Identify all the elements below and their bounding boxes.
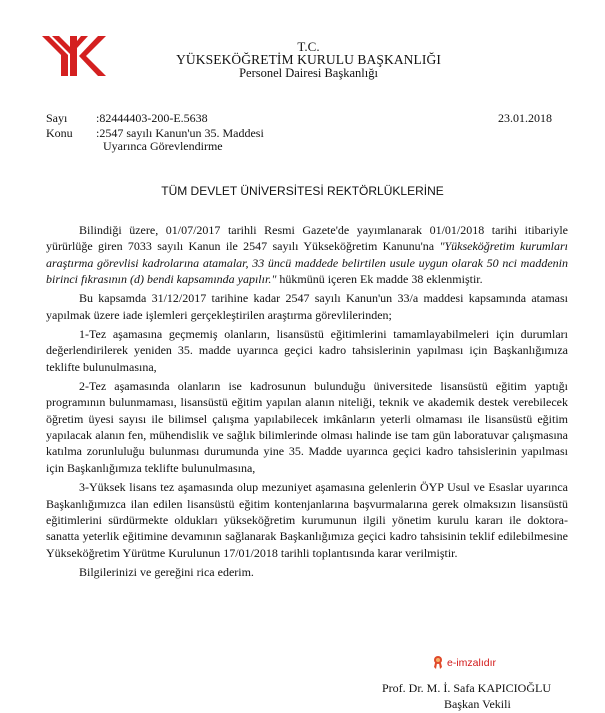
header-department: Personel Dairesi Başkanlığı bbox=[239, 66, 378, 80]
e-signature-stamp bbox=[432, 655, 496, 669]
konu-value-line2: Uyarınca Görevlendirme bbox=[103, 139, 223, 153]
paragraph-4: 2-Tez aşamasında olanların ise kadrosunun bulunduğu üniversitede lisansüstü eğitim yaptığı programının bulunmaması, lisansüstü eğitim yapılan alanın niteliği, teknik ve akademik destek verebilecek öğretim üyesi sayısı ile bilimsel çalışma yapılabilecek imkânların yeterli olmaması ile lisansüstü eğitim yapılacak alanın fen, mühendislik ve sağlık bilimlerinde olması halinde ise tam gün laboratuvar çalışmasına katılma zorunluluğu bulunması durumunda yine 35. Madde uyarınca geçici kadro tahsislerinin yapılması için Başkanlığımıza teklifte bulunulmasına, bbox=[46, 379, 568, 475]
sayi-value: :82444403-200-E.5638 bbox=[96, 111, 208, 125]
e-signature-label: e-imzalıdır bbox=[447, 657, 497, 669]
seal-icon bbox=[432, 655, 444, 669]
paragraph-2: Bu kapsamda 31/12/2017 tarihine kadar 2547 sayılı Kanun'un 33/a maddesi kapsamında ataması yapılmak üzere iade işlemleri gerçekleştirilen araştırma görevlilerinden; bbox=[46, 291, 568, 322]
paragraph-6: Bilgilerinizi ve gereğini rica ederim. bbox=[79, 564, 254, 579]
paragraph-3: 1-Tez aşamasına geçmemiş olanların, lisansüstü eğitimlerini tamamlayabilmeleri için durumları değerlendirilerek yeniden 35. madde uyarınca geçici kadro tahsislerinin yapılması için Başkanlığımıza teklifte bulunulmasına, bbox=[46, 327, 568, 374]
header-tc: T.C. bbox=[297, 39, 320, 54]
paragraph-1-end: hükmünü içeren Ek madde 38 eklenmiştir. bbox=[276, 272, 483, 287]
paragraph-5: 3-Yüksek lisans tez aşamasında olup mezuniyet aşamasına gelenlerin ÖYP Usul ve Esaslar uyarınca Başkanlığımızca ilan edilen lisansüstü eğitim kontenjanlarına başvurmalarına gerek olmaksızın lisansüstü eğitimlerini sürdürmekte oldukları yükseköğretim kurumunun ilgili yönetim kurulu kararı ile doktora-sanatta yeterlik eğitimine devamının sağlanarak Başkanlığımıza geçici kadro tahsisinin teklif edilebilmesine Yükseköğretim Yürütme Kurulunun 17/01/2018 tarihli toplantısında karar verilmiştir. bbox=[46, 480, 568, 560]
paragraph-1-intro: Bilindiği üzere, 01/07/2017 tarihli Resmi Gazete'de yayımlanarak 01/01/2018 tarihi itibariyle yürürlüğe giren 7033 sayılı Kanun ile 2547 sayılı Yükseköğretim Kanunu'na bbox=[46, 223, 568, 254]
konu-value-line1: :2547 sayılı Kanun'un 35. Maddesi bbox=[96, 126, 264, 140]
sayi-label: Sayı bbox=[46, 111, 68, 125]
addressee: TÜM DEVLET ÜNİVERSİTESİ REKTÖRLÜKLERİNE bbox=[161, 184, 444, 198]
signatory-name: Prof. Dr. M. İ. Safa KAPICIOĞLU bbox=[382, 681, 551, 695]
signatory-title: Başkan Vekili bbox=[444, 697, 511, 711]
document-date: 23.01.2018 bbox=[498, 111, 552, 125]
konu-label: Konu bbox=[46, 126, 73, 140]
paragraph-1-quote: "Yükseköğretim kurumları araştırma görevlisi kadrolarına atamalar, 33 üncü maddede belirtilen usule uygun olarak 50 nci maddenin birinci fıkrasının (d) bendi kapsamında yapılır." bbox=[46, 239, 568, 287]
header-institution: YÜKSEKÖĞRETİM KURULU BAŞKANLIĞI bbox=[176, 52, 441, 67]
paragraph-1 bbox=[46, 222, 568, 287]
letter-body bbox=[46, 222, 568, 580]
